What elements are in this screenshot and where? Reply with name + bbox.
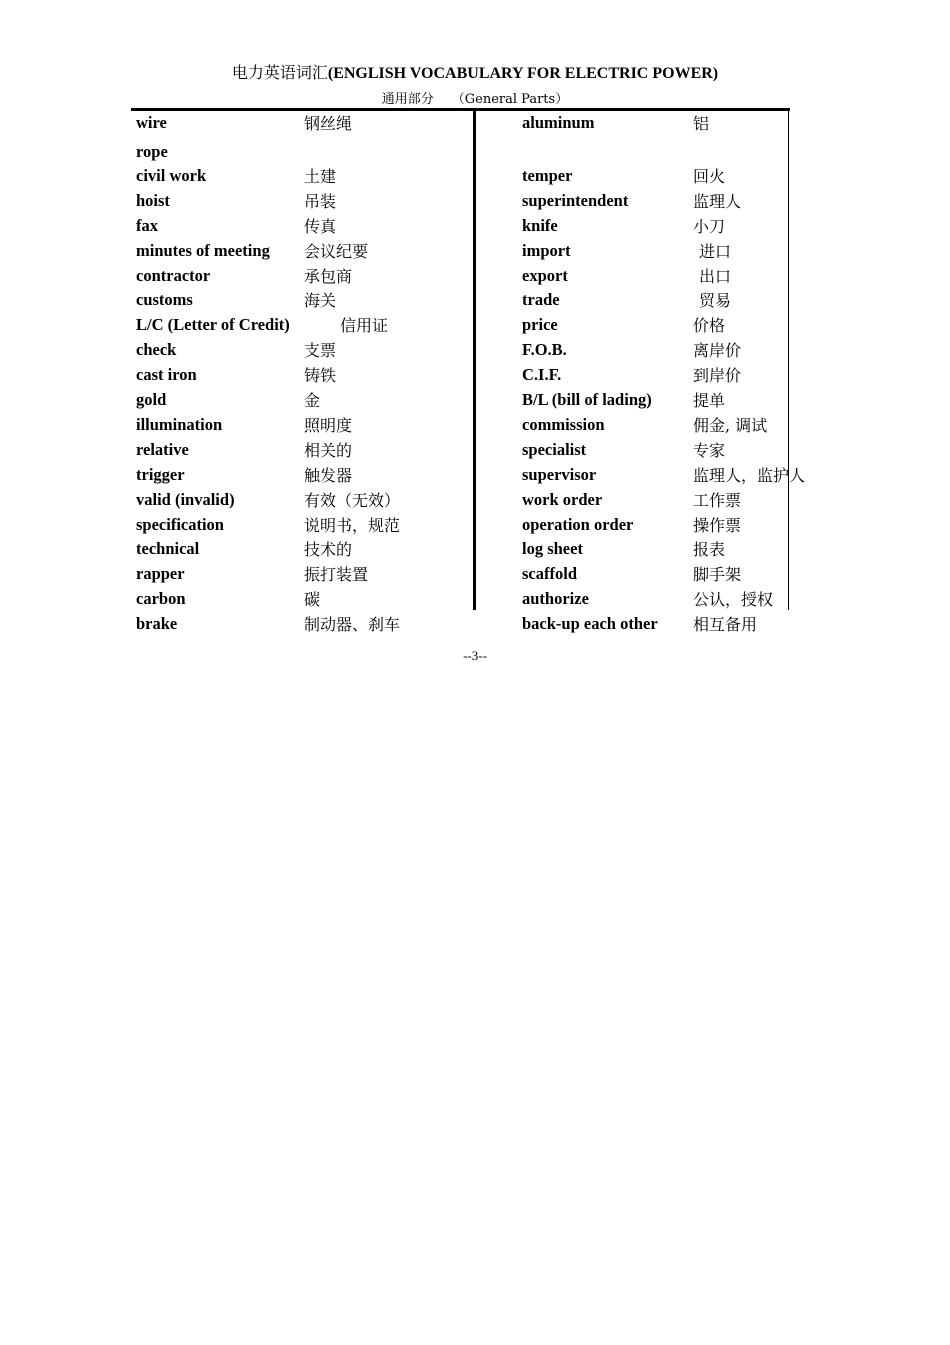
table-right-rule (788, 111, 789, 610)
right-term: authorize (522, 589, 589, 608)
left-translation: 说明书，规范 (304, 516, 401, 535)
right-term: scaffold (522, 564, 577, 583)
column-divider (473, 111, 476, 610)
right-translation: 价格 (693, 316, 726, 335)
right-translation: 脚手架 (693, 565, 742, 584)
subtitle-en: （General Parts） (451, 92, 569, 107)
right-translation: 铝 (693, 114, 710, 133)
right-translation: 操作票 (693, 516, 742, 535)
left-translation: 碳 (304, 590, 321, 609)
right-term: specialist (522, 440, 587, 459)
right-translation: 公认，授权 (693, 590, 774, 609)
right-translation: 监理人，监护人 (693, 466, 806, 485)
right-term: export (522, 266, 568, 285)
left-term: fax (136, 216, 158, 235)
right-translation: 回火 (693, 167, 726, 186)
right-translation: 小刀 (693, 217, 726, 236)
right-translation: 佣金, 调试 (693, 416, 768, 435)
left-term: minutes of meeting (136, 241, 270, 260)
left-term: customs (136, 290, 193, 309)
right-term: temper (522, 166, 573, 185)
left-term: specification (136, 515, 224, 534)
left-term: trigger (136, 465, 185, 484)
right-term: trade (522, 290, 560, 309)
right-translation: 离岸价 (693, 341, 742, 360)
left-translation: 相关的 (304, 441, 353, 460)
left-term: technical (136, 539, 200, 558)
right-translation: 工作票 (693, 491, 742, 510)
title-en: (ENGLISH VOCABULARY FOR ELECTRIC POWER) (327, 65, 719, 82)
left-term: relative (136, 440, 189, 459)
left-translation: 技术的 (304, 540, 353, 559)
left-term: hoist (136, 191, 170, 210)
left-translation: 承包商 (304, 267, 353, 286)
right-term: supervisor (522, 465, 597, 484)
left-term: rapper (136, 564, 185, 583)
table-top-rule (131, 108, 790, 111)
left-translation: 铸铁 (304, 366, 337, 385)
left-term: wire (136, 113, 167, 132)
left-term: check (136, 340, 177, 359)
page-number: --3-- (463, 648, 487, 663)
left-translation: 吊装 (304, 192, 337, 211)
left-term: carbon (136, 589, 186, 608)
left-translation: 支票 (304, 341, 337, 360)
right-term: commission (522, 415, 605, 434)
left-term: brake (136, 614, 178, 633)
right-term: aluminum (522, 113, 595, 132)
right-translation: 出口 (699, 267, 732, 286)
subtitle-zh: 通用部分 (381, 92, 434, 107)
right-term: back-up each other (522, 614, 658, 633)
left-translation: 振打装置 (304, 565, 369, 584)
left-term: cast iron (136, 365, 197, 384)
left-translation: 土建 (304, 167, 337, 186)
right-term: knife (522, 216, 558, 235)
left-translation: 传真 (304, 217, 337, 236)
page-subtitle (0, 88, 950, 107)
left-translation: 触发器 (304, 466, 353, 485)
right-term: price (522, 315, 558, 334)
left-translation: 会议纪要 (304, 242, 369, 261)
right-term: operation order (522, 515, 634, 534)
right-translation: 监理人 (693, 192, 742, 211)
right-translation: 提单 (693, 391, 726, 410)
title-zh: 电力英语词汇 (231, 63, 328, 82)
right-translation: 专家 (693, 441, 726, 460)
left-term: illumination (136, 415, 223, 434)
left-translation: 照明度 (304, 416, 353, 435)
right-term: C.I.F. (522, 365, 562, 384)
left-term: valid (invalid) (136, 490, 235, 509)
right-translation: 相互备用 (693, 615, 758, 634)
left-term: L/C (Letter of Credit) (136, 315, 290, 334)
left-translation: 钢丝绳 (304, 114, 353, 133)
left-translation: 海关 (304, 291, 337, 310)
left-term: gold (136, 390, 167, 409)
right-term: log sheet (522, 539, 583, 558)
right-translation: 进口 (699, 242, 732, 261)
left-term: contractor (136, 266, 211, 285)
right-translation: 贸易 (699, 291, 732, 310)
right-term: import (522, 241, 571, 260)
right-term: superintendent (522, 191, 629, 210)
right-term: work order (522, 490, 603, 509)
left-translation: 信用证 (340, 316, 389, 335)
page-title (0, 60, 950, 83)
right-term: B/L (bill of lading) (522, 390, 652, 409)
left-translation: 金 (304, 391, 321, 410)
right-translation: 到岸价 (693, 366, 742, 385)
right-translation: 报表 (693, 540, 726, 559)
left-translation: 制动器、刹车 (304, 615, 401, 634)
left-translation: 有效（无效） (304, 491, 401, 510)
right-term: F.O.B. (522, 340, 567, 359)
left-term: rope (136, 142, 168, 161)
left-term: civil work (136, 166, 207, 185)
